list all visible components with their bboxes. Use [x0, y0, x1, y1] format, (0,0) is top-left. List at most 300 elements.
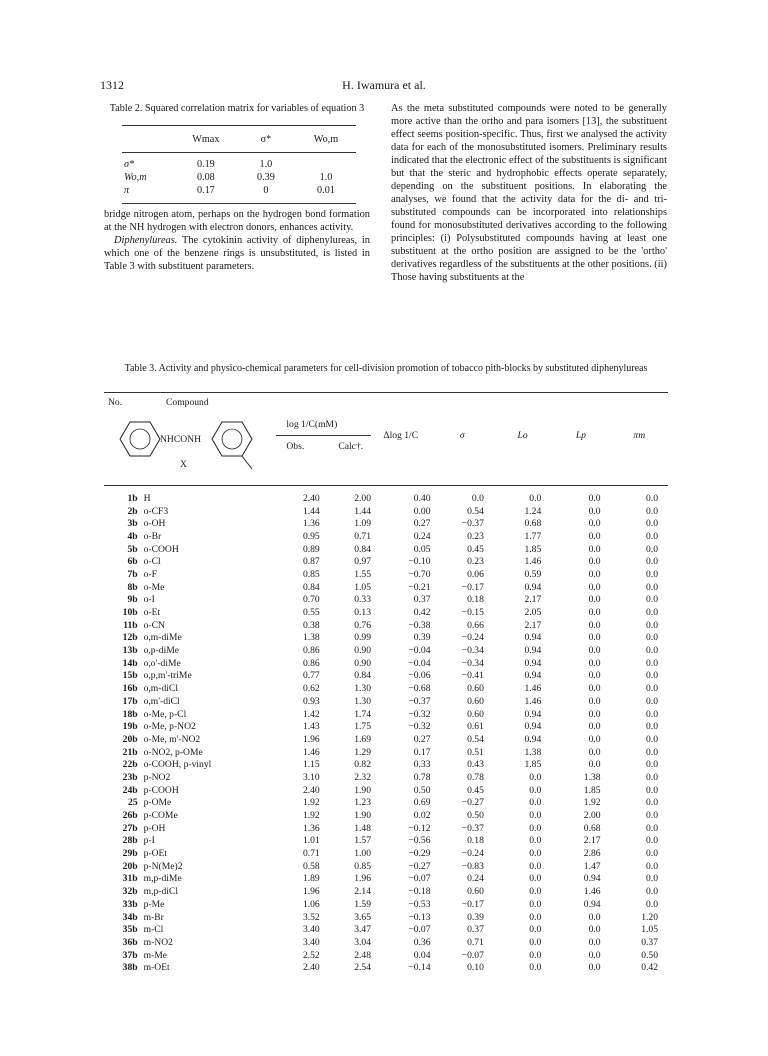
lo-value: 0.94	[524, 645, 542, 657]
dlog-value: −0.18	[408, 886, 431, 898]
lp-value: 0.0	[588, 594, 601, 606]
pim-value: 0.0	[646, 873, 658, 885]
sigma-value: −0.15	[461, 607, 484, 619]
compound-number: 32b	[122, 886, 138, 898]
compound-name: m,p-diMe	[143, 873, 182, 885]
lo-value: 1.46	[524, 556, 542, 568]
compound-name: o-Me	[143, 581, 165, 593]
table3-head-obs: Obs.	[286, 441, 305, 452]
lo-value: 2.17	[524, 594, 542, 606]
pim-value: 0.42	[641, 962, 658, 974]
table3-row	[104, 619, 668, 632]
pim-value: 0.0	[646, 860, 658, 872]
table3-row	[104, 860, 668, 873]
left-paragraph-2	[104, 234, 370, 273]
table3-row	[104, 644, 668, 657]
sigma-value: 0.71	[467, 936, 484, 948]
dlog-value: −0.10	[408, 556, 431, 568]
compound-name: o-CN	[143, 619, 165, 631]
lo-value: 0.0	[529, 810, 542, 822]
sigma-value: −0.37	[461, 518, 484, 530]
lp-value: 1.46	[583, 886, 601, 898]
table3-row	[104, 949, 668, 962]
pim-value: 0.0	[646, 784, 658, 796]
lp-value: 0.0	[588, 505, 601, 517]
lp-value: 2.17	[583, 835, 601, 847]
pim-value: 1.20	[641, 911, 658, 923]
table2-caption: Table 2. Squared correlation matrix for variables of equation 3	[109, 103, 365, 114]
obs-value: 1.36	[302, 518, 320, 530]
table3-head-compound: Compound	[166, 397, 209, 408]
lp-value: 0.0	[588, 556, 601, 568]
lo-value: 0.0	[529, 936, 542, 948]
lo-value: 0.94	[524, 632, 542, 644]
lo-value: 0.94	[524, 657, 542, 669]
table2-cell: 0.17	[176, 184, 236, 204]
compound-number: 14b	[122, 657, 138, 669]
diphenylurea-structure-icon	[110, 419, 260, 481]
pim-value: 0.0	[646, 759, 658, 771]
lp-value: 0.0	[588, 746, 601, 758]
dlog-value: −0.32	[408, 721, 431, 733]
lo-value: 1.85	[524, 543, 542, 555]
compound-name: p-OEt	[143, 848, 168, 860]
table3-row	[104, 961, 668, 974]
table3-row	[104, 606, 668, 619]
pim-value: 0.37	[641, 936, 658, 948]
lp-value: 0.0	[588, 568, 601, 580]
sigma-value: −0.83	[461, 860, 484, 872]
calc-value: 1.57	[354, 835, 372, 847]
sigma-value: 0.54	[467, 505, 484, 517]
table3-row	[104, 835, 668, 848]
sigma-value: 0.60	[467, 708, 484, 720]
compound-number: 6b	[127, 556, 138, 568]
pim-value: 0.0	[646, 581, 658, 593]
sigma-value: 0.18	[467, 594, 484, 606]
table3-row	[104, 885, 668, 898]
compound-name: p-COMe	[143, 810, 178, 822]
obs-value: 0.86	[302, 657, 320, 669]
lp-value: 0.94	[583, 873, 601, 885]
calc-value: 0.13	[354, 607, 372, 619]
table2-cell: 0.19	[196, 159, 215, 170]
obs-value: 0.84	[302, 581, 320, 593]
lo-value: 0.0	[529, 860, 542, 872]
compound-name: m-Me	[143, 949, 168, 961]
compound-number: 20b	[122, 860, 138, 872]
obs-value: 0.55	[302, 607, 320, 619]
compound-number: 31b	[122, 873, 138, 885]
compound-number: 17b	[122, 695, 138, 707]
compound-number: 29b	[122, 848, 138, 860]
lp-value: 0.0	[588, 530, 601, 542]
obs-value: 1.96	[302, 886, 320, 898]
compound-number: 15b	[122, 670, 138, 682]
dlog-value: 0.04	[413, 949, 431, 961]
table2-cell	[296, 153, 356, 172]
dlog-value: −0.07	[408, 924, 431, 936]
compound-name: p-N(Me)2	[143, 860, 183, 872]
compound-number: 5b	[127, 543, 138, 555]
table2	[122, 125, 356, 204]
calc-value: 1.23	[354, 797, 372, 809]
calc-value: 0.90	[354, 657, 372, 669]
calc-value: 3.47	[354, 924, 372, 936]
compound-name: o-Et	[143, 607, 161, 619]
right-paragraph: As the meta substituted compounds were noted to be generally more active than the ortho and para isomers [13], the substituent effect seems position-specific. Thus, first we analysed the activity data for each of the monosubstituted isomers. Preliminary results indicated that the electronic effect of the substituents is significant but that the steric and hydrophobic effects operate separately, depending on the substituent positions. In elaborating the analyses, we found that the activity data for the di- and tri-substituted compounds can be incorporated into relationships found for monosubstituted derivatives according to the following principles: (i) Polysubstituted compounds having at least one substituent at the ortho position are assigned to be the 'ortho' derivatives regardless of the substituents at the other positions. (ii) Those having substituents at the	[391, 103, 667, 283]
obs-value: 0.70	[302, 594, 320, 606]
table3-head-x-label: X	[180, 459, 187, 470]
compound-number: 26b	[122, 810, 138, 822]
compound-name: o,m-diMe	[143, 632, 182, 644]
left-paragraph-2-text: The cytokinin activity of diphenylureas, in which one of the benzene rings is unsubstituted, is listed in Table 3 with substituent parameters.	[104, 235, 370, 272]
table3-row	[104, 670, 668, 683]
dlog-value: 0.37	[413, 594, 431, 606]
lp-value: 0.0	[588, 657, 601, 669]
pim-value: 0.0	[646, 492, 658, 504]
compound-number: 23b	[122, 771, 138, 783]
dlog-value: −0.21	[408, 581, 431, 593]
lp-value: 0.0	[588, 543, 601, 555]
lo-value: 0.0	[529, 492, 542, 504]
lo-value: 0.0	[529, 771, 542, 783]
obs-value: 0.62	[302, 683, 320, 695]
calc-value: 3.65	[354, 911, 372, 923]
table2-cell: 0	[236, 184, 296, 204]
pim-value: 0.0	[646, 670, 658, 682]
lo-value: 1.46	[524, 683, 542, 695]
calc-value: 1.00	[354, 848, 372, 860]
calc-value: 1.09	[354, 518, 372, 530]
sigma-value: 0.39	[467, 911, 484, 923]
left-body-text	[104, 208, 370, 273]
lo-value: 1.85	[524, 759, 542, 771]
compound-number: 38b	[122, 962, 138, 974]
lp-value: 1.85	[583, 784, 601, 796]
compound-number: 37b	[122, 949, 138, 961]
obs-value: 0.87	[302, 556, 320, 568]
calc-value: 1.90	[354, 810, 372, 822]
table3-row	[104, 758, 668, 771]
compound-name: o-I	[143, 594, 155, 606]
lo-value: 0.0	[529, 848, 542, 860]
lp-value: 0.0	[588, 936, 601, 948]
lo-value: 0.0	[529, 949, 542, 961]
obs-value: 0.38	[302, 619, 320, 631]
dlog-value: −0.53	[408, 898, 431, 910]
compound-name: o,o'-diMe	[143, 657, 181, 669]
lo-value: 0.94	[524, 708, 542, 720]
compound-name: p-COOH	[143, 784, 179, 796]
compound-name: p-OMe	[143, 797, 172, 809]
pim-value: 0.0	[646, 771, 658, 783]
table3-head-calc: Calc†.	[338, 441, 364, 452]
compound-name: o-OH	[143, 518, 166, 530]
sigma-value: −0.07	[461, 949, 484, 961]
table3-row	[104, 568, 668, 581]
obs-value: 1.42	[302, 708, 320, 720]
lp-value: 0.0	[588, 492, 601, 504]
compound-number: 35b	[122, 924, 138, 936]
table2-cell: π	[122, 184, 176, 204]
lo-value: 0.0	[529, 784, 542, 796]
obs-value: 1.43	[302, 721, 320, 733]
calc-value: 1.59	[354, 898, 372, 910]
sigma-value: −0.37	[461, 822, 484, 834]
obs-value: 1.15	[302, 759, 320, 771]
lp-value: 0.68	[583, 822, 601, 834]
compound-number: 36b	[122, 936, 138, 948]
dlog-value: 0.27	[413, 518, 431, 530]
compound-name: m,p-diCl	[143, 886, 178, 898]
lo-value: 0.0	[529, 924, 542, 936]
compound-number: 3b	[127, 518, 138, 530]
obs-value: 1.96	[302, 733, 320, 745]
compound-number: 27b	[122, 822, 138, 834]
section-heading: Diphenylureas.	[114, 235, 178, 246]
dlog-value: 0.24	[413, 530, 431, 542]
calc-value: 1.90	[354, 784, 372, 796]
table2-row	[122, 184, 356, 204]
calc-value: 2.48	[354, 949, 372, 961]
obs-value: 0.77	[302, 670, 320, 682]
dlog-value: 0.42	[413, 607, 431, 619]
table3-head-sigma: σ	[459, 430, 465, 441]
table3-row	[104, 746, 668, 759]
table3-row	[104, 632, 668, 645]
lo-value: 0.94	[524, 581, 542, 593]
lp-value: 0.94	[583, 898, 601, 910]
lp-value: 0.0	[588, 911, 601, 923]
table3-row	[104, 784, 668, 797]
obs-value: 1.06	[302, 898, 320, 910]
lp-value: 0.0	[588, 619, 601, 631]
sigma-value: 0.18	[467, 835, 484, 847]
pim-value: 0.0	[646, 556, 658, 568]
lp-value: 0.0	[588, 683, 601, 695]
table3-row	[104, 505, 668, 518]
obs-value: 3.40	[302, 936, 320, 948]
calc-value: 1.74	[354, 708, 372, 720]
sigma-value: 0.0	[471, 492, 484, 504]
calc-value: 0.71	[354, 530, 372, 542]
calc-value: 0.97	[354, 556, 372, 568]
calc-value: 0.99	[354, 632, 372, 644]
pim-value: 0.0	[646, 645, 658, 657]
lo-value: 0.0	[529, 835, 542, 847]
compound-number: 12b	[122, 632, 138, 644]
obs-value: 0.58	[302, 860, 320, 872]
lo-value: 0.94	[524, 733, 542, 745]
sigma-value: −0.24	[461, 632, 484, 644]
calc-value: 1.75	[354, 721, 372, 733]
calc-value: 2.32	[354, 771, 372, 783]
compound-number: 8b	[127, 581, 138, 593]
compound-name: o-CF3	[143, 505, 169, 517]
compound-name: o-Br	[143, 530, 162, 542]
sigma-value: 0.54	[467, 733, 484, 745]
calc-value: 0.76	[354, 619, 372, 631]
table3-head-lo: Lo	[517, 430, 528, 441]
sigma-value: 0.60	[467, 886, 484, 898]
lp-value: 2.86	[583, 848, 601, 860]
table2-head-1: Wmax	[176, 126, 236, 153]
table3-row	[104, 543, 668, 556]
pim-value: 0.0	[646, 607, 658, 619]
pim-value: 0.0	[646, 505, 658, 517]
calc-value: 1.48	[354, 822, 372, 834]
lp-value: 0.0	[588, 759, 601, 771]
lp-value: 0.0	[588, 645, 601, 657]
left-paragraph-1: bridge nitrogen atom, perhaps on the hydrogen bond formation at the NH hydrogen with electron donors, enhances activity.	[104, 209, 370, 233]
sigma-value: −0.17	[461, 581, 484, 593]
compound-name: o,p-diMe	[143, 645, 180, 657]
pim-value: 0.0	[646, 810, 658, 822]
lo-value: 1.38	[524, 746, 542, 758]
pim-value: 0.0	[646, 683, 658, 695]
lo-value: 1.46	[524, 695, 542, 707]
table2-cell: Wo,m	[124, 172, 147, 183]
sigma-value: 0.66	[467, 619, 484, 631]
pim-value: 0.0	[646, 657, 658, 669]
dlog-value: 0.05	[413, 543, 431, 555]
pim-value: 0.0	[646, 568, 658, 580]
dlog-value: 0.78	[413, 771, 431, 783]
compound-name: o-COOH, p-vinyl	[143, 759, 212, 771]
obs-value: 2.40	[302, 492, 320, 504]
dlog-value: −0.38	[408, 619, 431, 631]
table3-row	[104, 682, 668, 695]
lp-value: 0.0	[588, 949, 601, 961]
lp-value: 0.0	[588, 962, 601, 974]
lo-value: 0.68	[524, 518, 542, 530]
table3-row	[104, 657, 668, 670]
table3-row	[104, 822, 668, 835]
compound-name: o-NO2, p-OMe	[143, 746, 203, 758]
table2-cell: 0.39	[256, 172, 275, 183]
sigma-value: −0.34	[461, 645, 484, 657]
lp-value: 0.0	[588, 721, 601, 733]
table3-row	[104, 898, 668, 911]
calc-value: 0.90	[354, 645, 372, 657]
table3-row	[104, 873, 668, 886]
lo-value: 2.17	[524, 619, 542, 631]
pim-value: 0.0	[646, 797, 658, 809]
dlog-value: 0.36	[413, 936, 431, 948]
dlog-value: −0.32	[408, 708, 431, 720]
pim-value: 0.0	[646, 848, 658, 860]
compound-name: p-I	[143, 835, 155, 847]
pim-value: 0.0	[646, 708, 658, 720]
compound-name: m-Cl	[143, 924, 164, 936]
sigma-value: 0.45	[467, 784, 484, 796]
calc-value: 1.44	[354, 505, 372, 517]
calc-value: 2.54	[354, 962, 372, 974]
obs-value: 2.40	[302, 784, 320, 796]
dlog-value: −0.14	[408, 962, 431, 974]
lo-value: 1.24	[524, 505, 542, 517]
dlog-value: 0.50	[413, 784, 431, 796]
table3-row	[104, 733, 668, 746]
compound-number: 24b	[122, 784, 138, 796]
sigma-value: 0.23	[467, 556, 484, 568]
table2-head-0	[122, 126, 176, 153]
pim-value: 0.0	[646, 619, 658, 631]
dlog-value: −0.56	[408, 835, 431, 847]
compound-name: m-OEt	[143, 962, 170, 974]
dlog-value: 0.02	[413, 810, 431, 822]
lp-value: 2.00	[583, 810, 601, 822]
compound-name: o-Me, p-Cl	[143, 708, 187, 720]
pim-value: 0.50	[641, 949, 658, 961]
calc-value: 2.14	[354, 886, 372, 898]
compound-number: 20b	[122, 733, 138, 745]
dlog-value: 0.69	[413, 797, 431, 809]
pim-value: 1.05	[641, 924, 658, 936]
dlog-value: 0.33	[413, 759, 431, 771]
dlog-value: −0.37	[408, 695, 431, 707]
obs-value: 3.40	[302, 924, 320, 936]
pim-value: 0.0	[646, 594, 658, 606]
dlog-value: −0.27	[408, 860, 431, 872]
calc-value: 1.30	[354, 683, 372, 695]
obs-value: 3.10	[302, 771, 320, 783]
dlog-value: 0.39	[413, 632, 431, 644]
pim-value: 0.0	[646, 695, 658, 707]
calc-value: 0.85	[354, 860, 372, 872]
table3-row	[104, 530, 668, 543]
table3-row	[104, 923, 668, 936]
obs-value: 1.92	[302, 810, 320, 822]
calc-value: 1.30	[354, 695, 372, 707]
pim-value: 0.0	[646, 632, 658, 644]
table3-row	[104, 492, 668, 505]
compound-number: 16b	[122, 683, 138, 695]
dlog-value: −0.13	[408, 911, 431, 923]
pim-value: 0.0	[646, 886, 658, 898]
lp-value: 1.38	[583, 771, 601, 783]
table3-row	[104, 936, 668, 949]
table2-head-3: Wo,m	[296, 126, 356, 153]
sigma-value: 0.24	[467, 873, 484, 885]
dlog-value: −0.29	[408, 848, 431, 860]
lo-value: 0.0	[529, 886, 542, 898]
compound-name: p-OH	[143, 822, 166, 834]
compound-name: o,p,m'-triMe	[143, 670, 192, 682]
table3-head-lp: Lp	[575, 430, 586, 441]
obs-value: 1.01	[302, 835, 320, 847]
lo-value: 0.0	[529, 797, 542, 809]
table3	[104, 392, 668, 974]
compound-name: m-NO2	[143, 936, 173, 948]
lp-value: 0.0	[588, 518, 601, 530]
obs-value: 1.46	[302, 746, 320, 758]
dlog-value: 0.40	[413, 492, 431, 504]
sigma-value: 0.43	[467, 759, 484, 771]
compound-number: 1b	[127, 492, 138, 504]
lo-value: 0.0	[529, 822, 542, 834]
table2-row	[122, 153, 356, 172]
table2-cell: 0.08	[196, 172, 215, 183]
obs-value: 1.36	[302, 822, 320, 834]
dlog-value: −0.04	[408, 657, 431, 669]
sigma-value: −0.24	[461, 848, 484, 860]
pim-value: 0.0	[646, 518, 658, 530]
sigma-value: 0.61	[467, 721, 484, 733]
compound-number: 21b	[122, 746, 138, 758]
compound-number: 19b	[122, 721, 138, 733]
